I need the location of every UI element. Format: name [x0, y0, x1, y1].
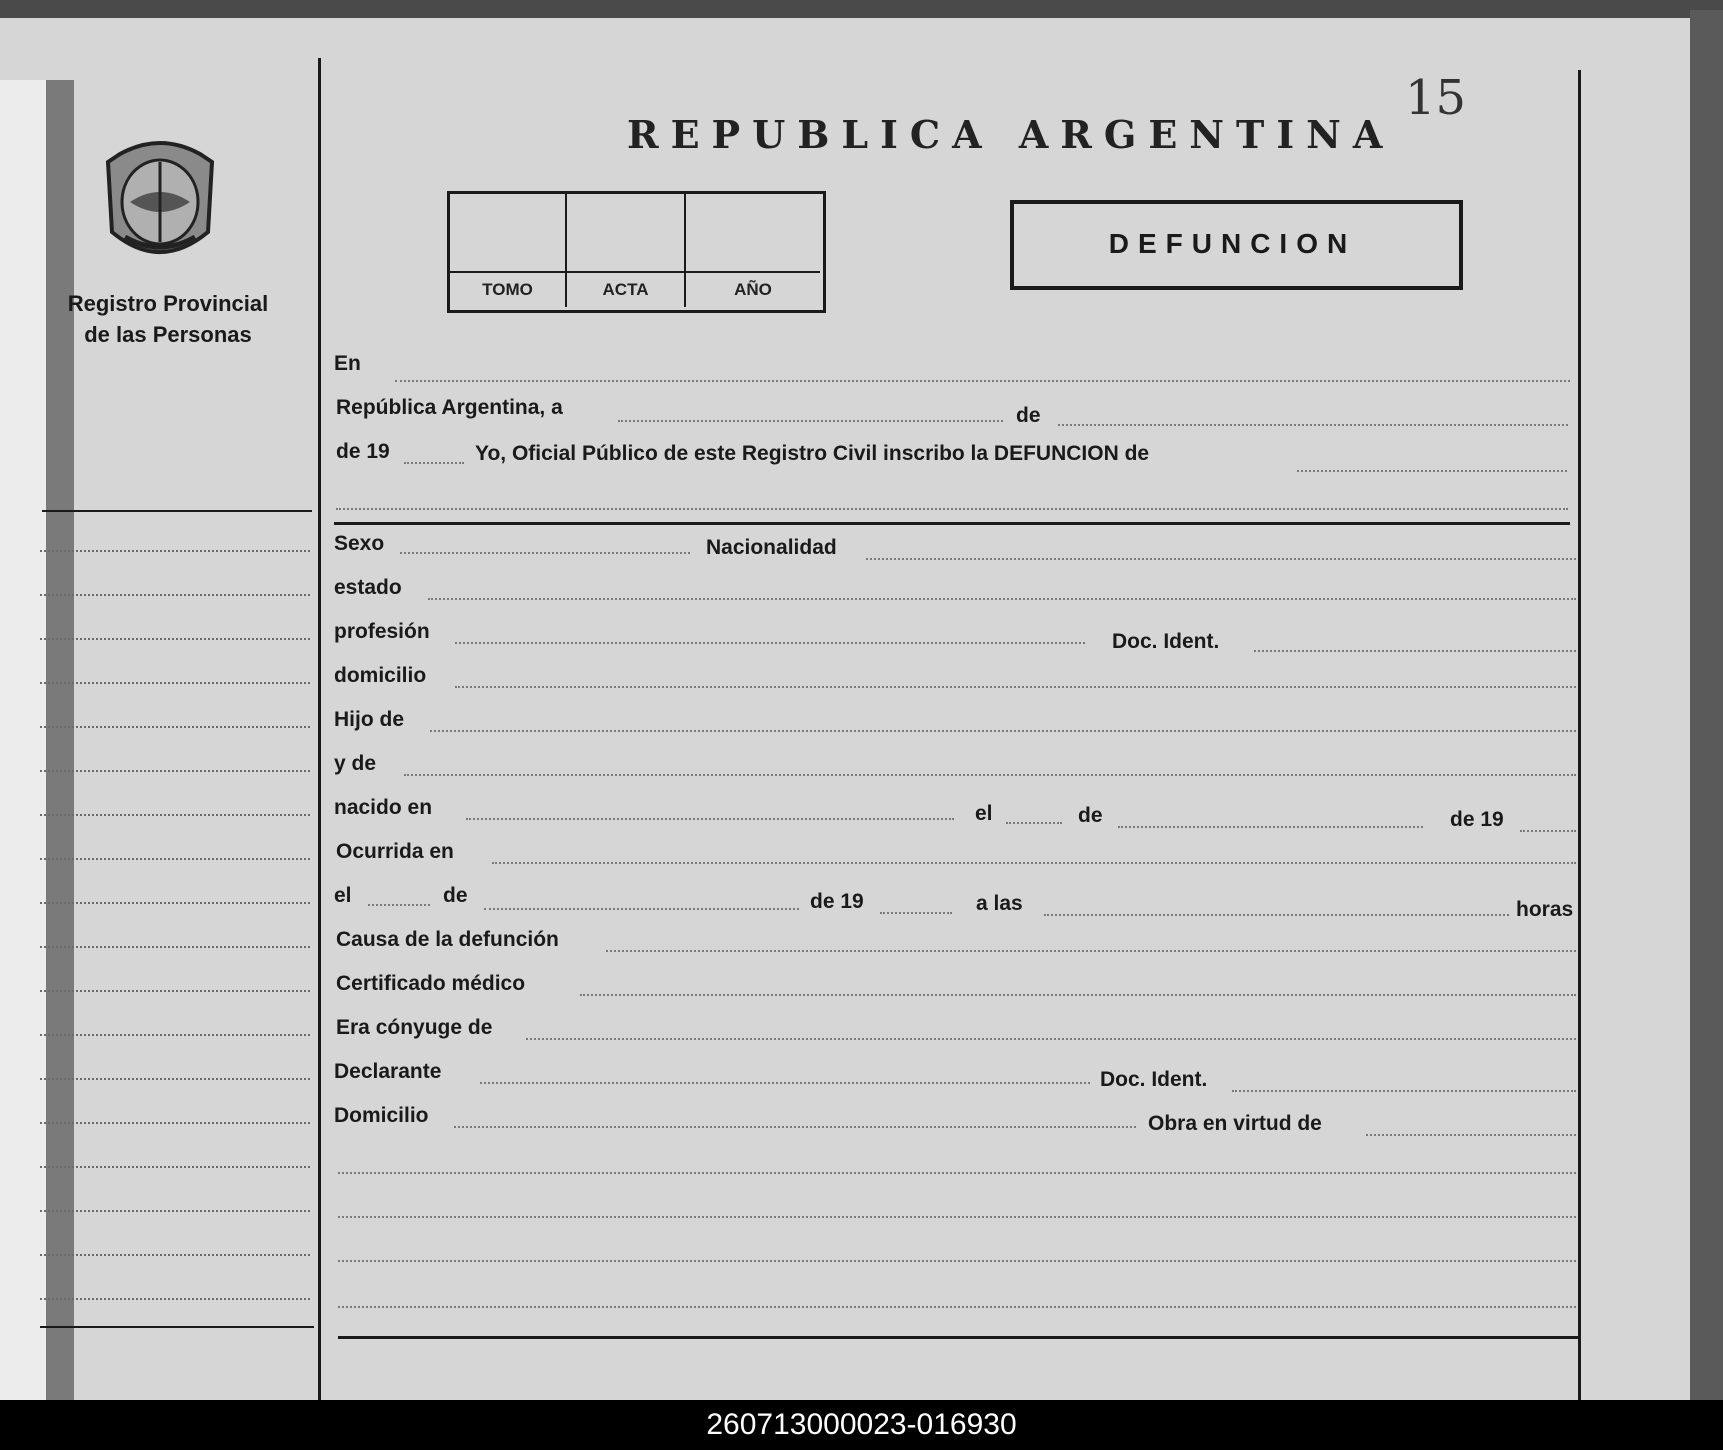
page-number: 15	[1405, 70, 1467, 126]
bottom-rule	[338, 1336, 1578, 1339]
label-republica: República Argentina, a	[336, 396, 563, 419]
fill-line	[430, 730, 1576, 732]
margin-line	[40, 770, 310, 772]
fill-line	[866, 558, 1576, 560]
fill-line	[1044, 914, 1509, 916]
box-caption-rule	[450, 271, 820, 273]
margin-line	[40, 902, 310, 904]
fill-line	[404, 462, 464, 464]
fill-line	[404, 774, 1576, 776]
label-hijo-de: Hijo de	[334, 708, 405, 731]
fill-line	[338, 1172, 1576, 1174]
label-doc-ident: Doc. Ident.	[1112, 630, 1220, 653]
margin-line	[40, 594, 310, 596]
previous-page-edge	[0, 80, 46, 1400]
margin-line	[40, 946, 310, 948]
fill-line	[1520, 830, 1576, 832]
record-type: DEFUNCION	[1108, 228, 1357, 259]
fill-line	[395, 380, 1570, 382]
label-de: de	[1016, 404, 1041, 427]
statement-text: Yo, Oficial Público de este Registro Civil inscribo la DEFUNCION de	[475, 442, 1150, 465]
label-causa: Causa de la defunción	[336, 928, 559, 951]
label-domicilio: domicilio	[334, 664, 427, 687]
margin-rule	[318, 58, 321, 1400]
fill-line	[466, 818, 954, 820]
label-de19-nac: de 19	[1450, 808, 1504, 831]
label-estado: estado	[334, 576, 402, 599]
label-horas: horas	[1516, 898, 1574, 921]
label-de19-ocurrida: de 19	[810, 890, 864, 913]
margin-line	[40, 726, 310, 728]
label-de19: de 19	[336, 440, 390, 463]
ano-label: AÑO	[734, 280, 772, 299]
fill-line	[338, 1216, 1576, 1218]
fill-line	[1297, 470, 1567, 472]
fill-line	[1058, 424, 1568, 426]
label-de-nac: de	[1078, 804, 1103, 827]
label-nacionalidad: Nacionalidad	[706, 536, 837, 559]
fill-line	[428, 598, 1576, 600]
label-a-las: a las	[976, 892, 1023, 915]
footer-bar	[0, 1400, 1723, 1450]
margin-line	[40, 638, 310, 640]
label-certificado: Certificado médico	[336, 972, 526, 995]
label-obra-en-virtud: Obra en virtud de	[1148, 1112, 1322, 1135]
country-title: REPUBLICA ARGENTINA	[627, 112, 1395, 157]
label-nacido-en: nacido en	[334, 796, 433, 819]
fill-line	[580, 994, 1576, 996]
margin-line	[40, 858, 310, 860]
section-rule	[334, 522, 1570, 525]
fill-line	[455, 686, 1576, 688]
fill-line	[1006, 822, 1062, 824]
fill-line	[484, 908, 799, 910]
label-ocurrida-en: Ocurrida en	[336, 840, 454, 863]
margin-line	[40, 1034, 310, 1036]
label-de-ocurrida: de	[443, 884, 468, 907]
tomo-label: TOMO	[482, 280, 533, 299]
margin-line	[40, 1298, 310, 1300]
page-edge	[1690, 10, 1723, 1400]
margin-line	[40, 1122, 310, 1124]
label-en: En	[334, 352, 361, 375]
label-el-ocurrida: el	[334, 884, 352, 907]
label-y-de: y de	[334, 752, 377, 775]
label-el: el	[975, 802, 993, 825]
fill-line	[1118, 826, 1423, 828]
label-declarante: Declarante	[334, 1060, 442, 1083]
fill-line	[480, 1082, 1090, 1084]
fill-line	[338, 1306, 1576, 1308]
margin-line	[40, 1166, 310, 1168]
fill-line	[338, 1260, 1576, 1262]
fill-line	[492, 862, 1576, 864]
margin-line	[40, 550, 310, 552]
margin-line	[40, 1210, 310, 1212]
fill-line	[1366, 1134, 1576, 1136]
label-domicilio-declarante: Domicilio	[334, 1104, 429, 1127]
margin-section-rule	[42, 510, 312, 512]
fill-line	[606, 950, 1576, 952]
fill-line	[1232, 1090, 1576, 1092]
margin-line	[40, 1078, 310, 1080]
fill-line	[1254, 650, 1576, 652]
fill-line	[400, 552, 690, 554]
label-profesion: profesión	[334, 620, 430, 643]
organization-name: Registro Provincial de las Personas	[67, 291, 269, 347]
fill-line	[336, 508, 1568, 510]
fill-line	[526, 1038, 1576, 1040]
right-rule	[1578, 70, 1581, 1400]
fill-line	[454, 1126, 1136, 1128]
acta-label: ACTA	[602, 280, 649, 299]
margin-line	[40, 990, 310, 992]
label-conyuge: Era cónyuge de	[336, 1016, 493, 1039]
fill-line	[880, 912, 952, 914]
fill-line	[368, 904, 430, 906]
fill-line	[455, 642, 1085, 644]
binding-shadow	[46, 80, 74, 1400]
image-id: 260713000023-016930	[706, 1408, 1017, 1441]
label-doc-ident-declarante: Doc. Ident.	[1100, 1068, 1208, 1091]
fill-line	[618, 420, 1003, 422]
margin-bottom-rule	[40, 1326, 314, 1328]
margin-line	[40, 814, 310, 816]
margin-line	[40, 1254, 310, 1256]
margin-line	[40, 682, 310, 684]
coat-of-arms-seal	[100, 132, 220, 272]
label-sexo: Sexo	[334, 532, 385, 555]
